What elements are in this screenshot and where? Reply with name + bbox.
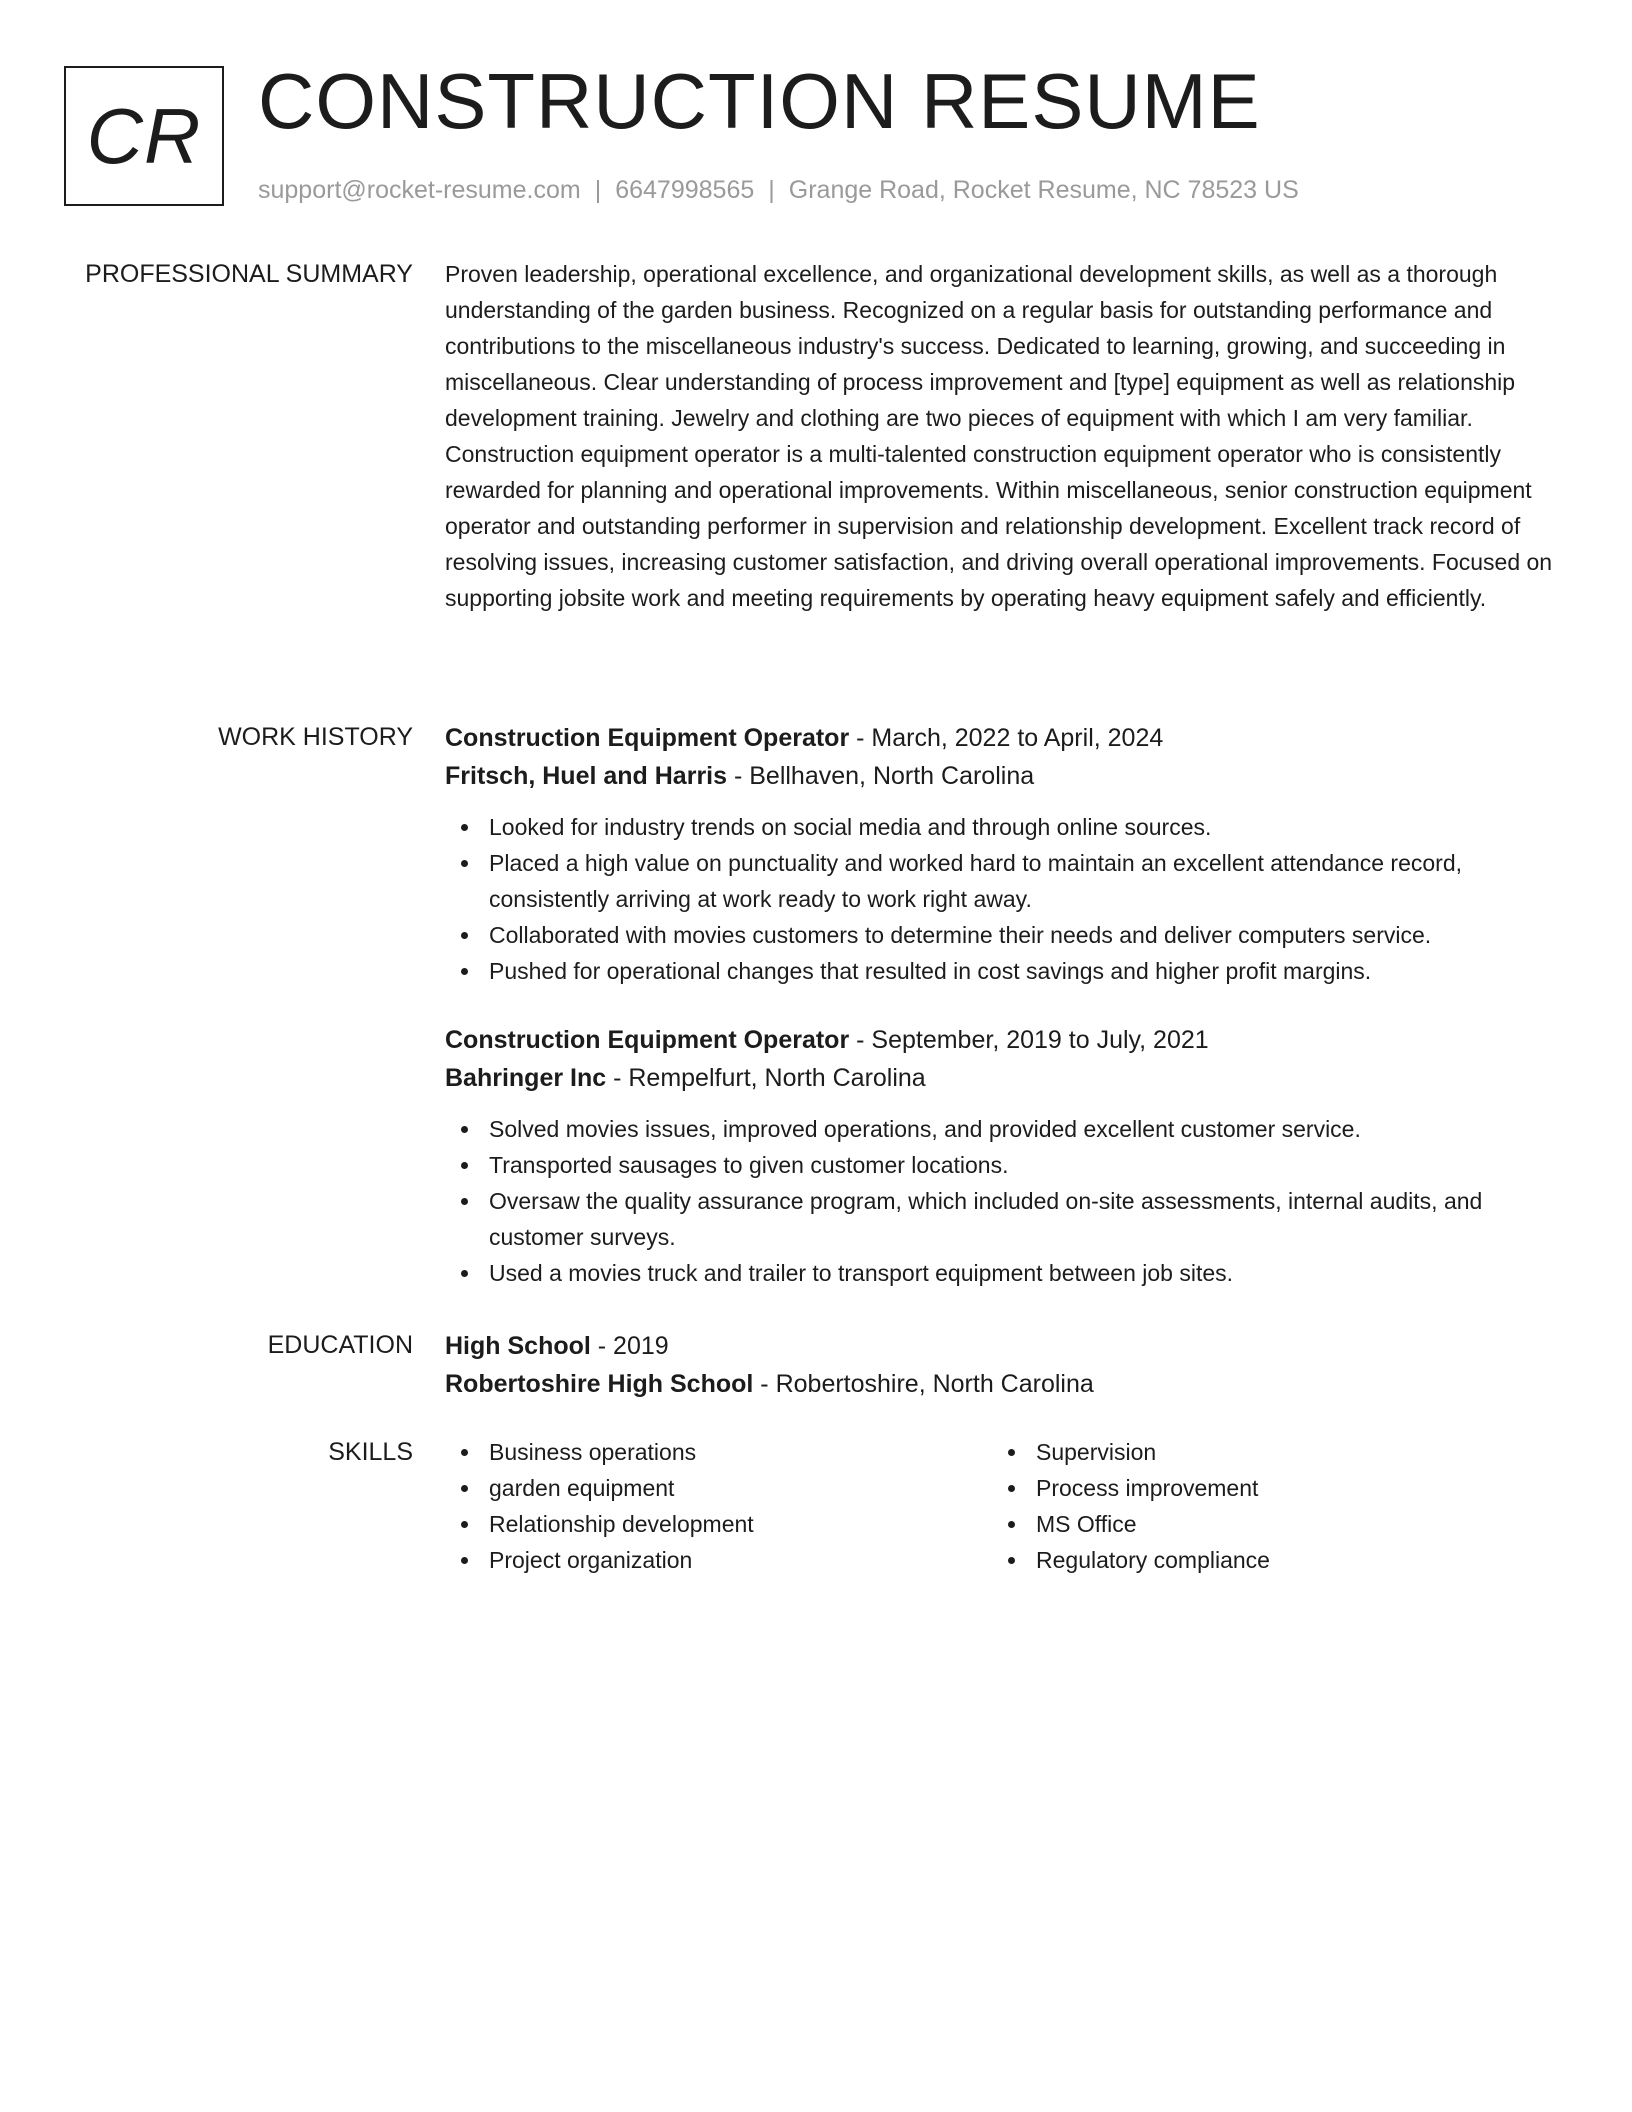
job-bullets	[445, 809, 1555, 989]
skills-list	[992, 1434, 1539, 1578]
education-school-line	[445, 1365, 1555, 1403]
job-location: - Bellhaven, North Carolina	[727, 762, 1035, 790]
skill-item: Regulatory compliance	[992, 1542, 1539, 1578]
education-school: Robertoshire High School	[445, 1370, 754, 1398]
skill-item: Supervision	[992, 1434, 1539, 1470]
job-entry	[445, 719, 1555, 989]
contact-phone: 6647998565	[615, 176, 755, 204]
job-company: Bahringer Inc	[445, 1064, 607, 1092]
skills-column-right	[992, 1434, 1539, 1578]
skill-item: Relationship development	[445, 1506, 992, 1542]
skills-column-left	[445, 1434, 992, 1578]
job-bullet: Used a movies truck and trailer to transport equipment between job sites.	[445, 1255, 1555, 1291]
education-degree: High School	[445, 1332, 591, 1360]
contact-email: support@rocket-resume.com	[258, 176, 581, 204]
section-heading-skills: SKILLS	[328, 1438, 413, 1466]
job-dates: - March, 2022 to April, 2024	[849, 724, 1164, 752]
job-bullet: Collaborated with movies customers to determine their needs and deliver computers service.	[445, 917, 1555, 953]
job-company-line	[445, 1059, 1555, 1097]
skill-item: Process improvement	[992, 1470, 1539, 1506]
contact-separator: |	[594, 176, 602, 204]
job-title-line	[445, 719, 1555, 757]
skill-item: Business operations	[445, 1434, 992, 1470]
resume-name: CONSTRUCTION RESUME	[258, 57, 1261, 145]
skills-grid	[445, 1434, 1555, 1578]
skill-item: MS Office	[992, 1506, 1539, 1542]
job-bullet: Pushed for operational changes that resulted in cost savings and higher profit margins.	[445, 953, 1555, 989]
job-bullet: Placed a high value on punctuality and worked hard to maintain an excellent attendance record, consistently arriving at work ready to work right away.	[445, 845, 1555, 917]
job-entry	[445, 1021, 1555, 1291]
education-year: - 2019	[590, 1332, 669, 1360]
skills-list	[445, 1434, 992, 1578]
job-bullet: Solved movies issues, improved operations, and provided excellent customer service.	[445, 1111, 1555, 1147]
contact-separator: |	[768, 176, 775, 204]
job-bullet: Looked for industry trends on social media and through online sources.	[445, 809, 1555, 845]
contact-line	[258, 173, 1299, 207]
job-location: - Rempelfurt, North Carolina	[606, 1064, 926, 1092]
job-title-line	[445, 1021, 1555, 1059]
monogram-logo: CR	[64, 66, 224, 206]
contact-address: Grange Road, Rocket Resume, NC 78523 US	[788, 176, 1299, 204]
section-heading-work-history: WORK HISTORY	[218, 723, 413, 751]
job-title: Construction Equipment Operator	[445, 1026, 850, 1054]
job-bullets	[445, 1111, 1555, 1291]
section-heading-summary: PROFESSIONAL SUMMARY	[85, 260, 413, 288]
job-title: Construction Equipment Operator	[445, 724, 850, 752]
summary-text: Proven leadership, operational excellence, and organizational development skills, as well as a thorough understanding of the garden business. Recognized on a regular basis for outstanding performance and contributions to the miscellaneous industry's success. Dedicated to learning, growing, and succeeding in miscellaneous. Clear understanding of process improvement and [type] equipment as well as relationship development training. Jewelry and clothing are two pieces of equipment with which I am very familiar. Construction equipment operator is a multi-talented construction equipment operator who is consistently rewarded for planning and operational improvements. Within miscellaneous, senior construction equipment operator and outstanding performer in supervision and relationship development. Excellent track record of resolving issues, increasing customer satisfaction, and driving overall operational improvements. Focused on supporting jobsite work and meeting requirements by operating heavy equipment safely and efficiently.	[445, 261, 1553, 611]
education-location: - Robertoshire, North Carolina	[753, 1370, 1094, 1398]
job-bullet: Oversaw the quality assurance program, which included on-site assessments, internal audits, and customer surveys.	[445, 1183, 1555, 1255]
job-dates: - September, 2019 to July, 2021	[849, 1026, 1209, 1054]
education-degree-line	[445, 1327, 1555, 1365]
section-heading-education: EDUCATION	[267, 1331, 413, 1359]
skill-item: Project organization	[445, 1542, 992, 1578]
job-company: Fritsch, Huel and Harris	[445, 762, 728, 790]
job-company-line	[445, 757, 1555, 795]
job-bullet: Transported sausages to given customer locations.	[445, 1147, 1555, 1183]
skill-item: garden equipment	[445, 1470, 992, 1506]
